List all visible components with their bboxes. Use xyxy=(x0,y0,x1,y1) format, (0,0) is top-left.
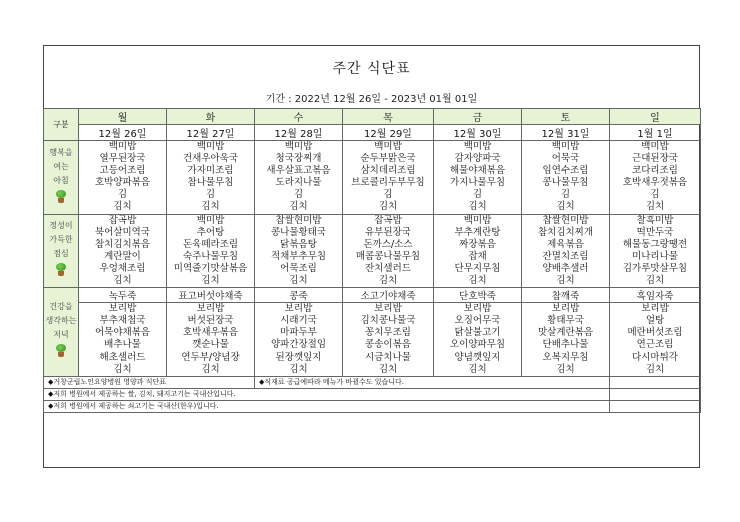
day-date: 12월 31일 xyxy=(522,125,610,141)
menu-item: 어묵국 xyxy=(551,153,580,165)
date-range: 기간 : 2022년 12월 26일 - 2023년 01월 01일 xyxy=(265,94,478,105)
lunch-cell xyxy=(434,214,522,288)
day-name: 월 xyxy=(79,109,167,125)
menu-item: 브로콜리두부무침 xyxy=(351,177,425,189)
menu-item: 매콤콩나물무침 xyxy=(355,250,421,262)
empty-cell xyxy=(610,388,701,400)
menu-item: 보리밥 xyxy=(284,303,313,315)
menu-item: 연두부/양념장 xyxy=(181,351,240,363)
menu-item: 백미밥 xyxy=(196,141,225,152)
menu-item: 김치 xyxy=(201,363,220,375)
label-line: 점심 xyxy=(53,249,69,259)
menu-item: 계란말이 xyxy=(104,250,141,262)
menu-item: 김치 xyxy=(289,201,308,213)
menu-item: 적채부추무침 xyxy=(270,250,327,262)
menu-item: 찹쌀현미밥 xyxy=(275,214,322,226)
menu-item: 콩나물무침 xyxy=(542,177,589,189)
menu-item: 김 xyxy=(117,189,128,201)
day-date: 12월 29일 xyxy=(343,125,434,141)
menu-item: 새우살표고볶음 xyxy=(266,165,331,177)
menu-item: 김 xyxy=(560,189,571,201)
menu-item: 잡채 xyxy=(468,250,487,262)
menu-item: 닭살불고기 xyxy=(454,327,501,339)
menu-item: 양념깻잎지 xyxy=(454,351,501,363)
menu-item: 떡만두국 xyxy=(636,226,674,238)
menu-item: 북어살미역국 xyxy=(94,226,151,238)
lunch-cell xyxy=(610,214,701,288)
porridge-cell: 콩죽 xyxy=(255,288,343,303)
menu-item: 돈육떼라조림 xyxy=(182,238,239,250)
menu-item: 김치 xyxy=(645,201,665,213)
menu-item: 김치 xyxy=(556,275,575,287)
menu-item: 얼탕 xyxy=(645,315,665,327)
day-date: 1월 1일 xyxy=(610,125,701,141)
menu-item: 김치 xyxy=(289,363,308,375)
porridge-cell: 참깨죽 xyxy=(522,288,610,303)
menu-item: 김치 xyxy=(113,363,132,375)
breakfast-cell xyxy=(343,141,434,215)
menu-item: 배추나물 xyxy=(104,339,141,351)
menu-item: 고등어조림 xyxy=(99,165,146,177)
menu-item: 김치 xyxy=(556,201,575,213)
label-line: 아침 xyxy=(53,175,69,185)
menu-item: 해초샐러드 xyxy=(99,351,146,363)
menu-item: 황태무국 xyxy=(547,315,584,327)
dinner-row xyxy=(44,303,701,377)
day-name: 목 xyxy=(343,109,434,125)
menu-item: 김치 xyxy=(113,275,132,287)
menu-item: 양파간장절임 xyxy=(270,339,327,351)
menu-item: 김치콩나물국 xyxy=(360,315,416,327)
menu-item: 연근조림 xyxy=(636,339,674,351)
menu-item: 단무지무침 xyxy=(454,262,501,274)
menu-item: 청국장찌개 xyxy=(275,153,322,165)
menu-item: 백미밥 xyxy=(108,141,137,152)
menu-item: 콩나물황태국 xyxy=(270,226,327,238)
menu-item: 짜장볶음 xyxy=(459,238,496,250)
menu-item: 잡곡밥 xyxy=(108,214,137,226)
day-name: 일 xyxy=(610,109,701,125)
day-date: 12월 28일 xyxy=(255,125,343,141)
menu-item: 김가루맛살무침 xyxy=(622,262,688,274)
menu-item: 백미밥 xyxy=(641,141,669,152)
menu-item: 숙주나물무침 xyxy=(182,250,239,262)
footnote-row xyxy=(44,376,701,388)
menu-item: 김치 xyxy=(113,201,132,213)
menu-item: 우엉채조림 xyxy=(99,262,146,274)
menu-item: 꽁치무조림 xyxy=(365,327,411,339)
menu-item: 잔치샐러드 xyxy=(365,262,411,274)
menu-item: 백미밥 xyxy=(374,141,402,152)
footnote: ◆저희 병원에서 제공하는 쌀, 김치, 돼지고기는 국내산입니다. xyxy=(44,388,610,400)
breakfast-cell xyxy=(610,141,701,215)
menu-item: 호박새우젓볶음 xyxy=(622,177,688,189)
menu-item: 제육볶음 xyxy=(547,238,584,250)
day-header-row xyxy=(44,109,701,125)
footnote-row xyxy=(44,400,701,412)
menu-item: 보리밥 xyxy=(108,303,137,315)
menu-item: 참나물무침 xyxy=(187,177,234,189)
menu-item: 단배추나물 xyxy=(542,339,589,351)
menu-item: 보리밥 xyxy=(374,303,402,315)
potted-plant-icon xyxy=(55,263,67,277)
menu-item: 김 xyxy=(472,189,483,201)
day-name: 토 xyxy=(522,109,610,125)
menu-item: 메란버섯조림 xyxy=(627,327,683,339)
menu-item: 김치 xyxy=(201,275,220,287)
menu-item: 오징어무국 xyxy=(454,315,501,327)
dinner-cell xyxy=(79,303,167,377)
menu-item: 삼치데리조림 xyxy=(360,165,416,177)
menu-item: 보리밥 xyxy=(196,303,225,315)
menu-item: 미역줄기맛살볶음 xyxy=(173,262,248,274)
weekly-menu-table xyxy=(43,108,701,413)
label-line: 정성이 xyxy=(49,221,73,231)
menu-item: 김치 xyxy=(645,363,665,375)
menu-item: 김 xyxy=(205,189,216,201)
menu-item: 어묵야채볶음 xyxy=(94,327,151,339)
page-title: 주간 식단표 xyxy=(332,61,411,77)
potted-plant-icon xyxy=(55,344,67,358)
menu-item: 임연수조림 xyxy=(542,165,589,177)
menu-item: 잔멸치조림 xyxy=(542,250,589,262)
menu-item: 김치 xyxy=(468,275,487,287)
lunch-cell xyxy=(343,214,434,288)
menu-item: 참치김치찌개 xyxy=(537,226,594,238)
footnote: ◆저희 병원에서 제공하는 쇠고기는 국내산(한우)입니다. xyxy=(44,400,610,412)
lunch-cell xyxy=(167,214,255,288)
day-date: 12월 26일 xyxy=(79,125,167,141)
menu-item: 김 xyxy=(650,189,660,201)
lunch-cell xyxy=(255,214,343,288)
breakfast-row xyxy=(44,141,701,215)
lunch-cell xyxy=(79,214,167,288)
label-line: 행복을 xyxy=(49,147,73,157)
menu-item: 가자미조림 xyxy=(187,165,234,177)
menu-item: 순두부맑은국 xyxy=(360,153,416,165)
menu-item: 부추재첩국 xyxy=(99,315,146,327)
porridge-cell: 소고기야채죽 xyxy=(343,288,434,303)
category-header: 구분 xyxy=(44,109,79,141)
menu-sheet xyxy=(43,45,700,468)
menu-item: 김 xyxy=(383,189,393,201)
label-line: 저녁 xyxy=(53,330,69,340)
menu-item: 버섯된장국 xyxy=(187,315,234,327)
lunch-row xyxy=(44,214,701,288)
menu-item: 유부된장국 xyxy=(365,226,411,238)
menu-item: 백미밥 xyxy=(463,141,492,152)
menu-item: 맛살계란볶음 xyxy=(537,327,594,339)
menu-item: 김치 xyxy=(378,363,398,375)
menu-item: 추어탕 xyxy=(196,226,225,238)
day-name: 수 xyxy=(255,109,343,125)
breakfast-cell xyxy=(167,141,255,215)
menu-item: 시래기국 xyxy=(280,315,317,327)
menu-item: 보리밥 xyxy=(551,303,580,315)
menu-item: 김치 xyxy=(378,275,398,287)
menu-item: 시금치나물 xyxy=(365,351,411,363)
label-line: 건강을 xyxy=(49,302,73,312)
menu-item: 김치 xyxy=(289,275,308,287)
menu-item: 백미밥 xyxy=(196,214,225,226)
footnote: ◆거창군립노인요양병원 영양과 식단표 xyxy=(44,376,255,388)
porridge-cell: 흑임자죽 xyxy=(610,288,701,303)
menu-item: 호박양파볶음 xyxy=(94,177,151,189)
menu-item: 코다리조림 xyxy=(632,165,678,177)
menu-item: 된장깻잎지 xyxy=(275,351,322,363)
dinner-cell xyxy=(610,303,701,377)
menu-item: 김치 xyxy=(468,363,487,375)
menu-item: 돈까스/소스 xyxy=(363,238,413,250)
day-name: 금 xyxy=(434,109,522,125)
menu-item: 가지나물무침 xyxy=(449,177,506,189)
lunch-cell xyxy=(522,214,610,288)
footnote-row xyxy=(44,388,701,400)
menu-item: 도라지나물 xyxy=(275,177,322,189)
menu-item: 콩송이볶음 xyxy=(365,339,411,351)
menu-item: 닭볶음탕 xyxy=(280,238,317,250)
label-line: 생각하는 xyxy=(45,316,77,326)
porridge-cell: 단호박죽 xyxy=(434,288,522,303)
menu-item: 어묵조림 xyxy=(280,262,317,274)
dinner-cell xyxy=(434,303,522,377)
menu-item: 다시마튀각 xyxy=(632,351,678,363)
empty-cell xyxy=(610,400,701,412)
menu-item: 양배추샐러 xyxy=(542,262,589,274)
menu-item: 마파두부 xyxy=(280,327,317,339)
menu-item: 부추계란탕 xyxy=(454,226,501,238)
menu-item: 감자양파국 xyxy=(454,153,501,165)
footnote: ◆식재료 공급예따라 메뉴가 바뀔수도 있습니다. xyxy=(255,376,610,388)
lunch-label xyxy=(44,214,79,288)
menu-item: 백미밥 xyxy=(551,141,580,152)
breakfast-label xyxy=(44,141,79,215)
breakfast-cell xyxy=(434,141,522,215)
dinner-cell xyxy=(255,303,343,377)
menu-item: 보리밥 xyxy=(463,303,492,315)
porridge-cell: 녹두죽 xyxy=(79,288,167,303)
menu-item: 오복지무침 xyxy=(542,351,589,363)
menu-item: 김치 xyxy=(201,201,220,213)
breakfast-cell xyxy=(522,141,610,215)
menu-item: 호박새우볶음 xyxy=(182,327,239,339)
menu-item: 김 xyxy=(293,189,304,201)
menu-item: 김치 xyxy=(468,201,487,213)
menu-item: 백미밥 xyxy=(463,214,492,226)
menu-item: 찰흑미밥 xyxy=(636,214,674,226)
menu-item: 깻순나물 xyxy=(192,339,229,351)
day-date: 12월 30일 xyxy=(434,125,522,141)
menu-item: 해물동그랑땡전 xyxy=(622,238,688,250)
menu-item: 열무된장국 xyxy=(99,153,146,165)
dinner-cell xyxy=(167,303,255,377)
menu-item: 찹쌀현미밥 xyxy=(542,214,589,226)
menu-item: 근대된장국 xyxy=(632,153,678,165)
day-date: 12월 27일 xyxy=(167,125,255,141)
menu-item: 잡곡밥 xyxy=(374,214,402,226)
menu-item: 백미밥 xyxy=(284,141,313,152)
potted-plant-icon xyxy=(55,190,67,204)
day-name: 화 xyxy=(167,109,255,125)
menu-item: 김치 xyxy=(645,275,665,287)
porridge-row xyxy=(44,288,701,303)
dinner-cell xyxy=(522,303,610,377)
menu-item: 건새우아욱국 xyxy=(182,153,239,165)
menu-item: 보리밥 xyxy=(641,303,669,315)
menu-item: 오이양파무침 xyxy=(449,339,506,351)
label-line: 여는 xyxy=(53,161,69,171)
breakfast-cell xyxy=(79,141,167,215)
menu-item: 김치 xyxy=(378,201,398,213)
empty-cell xyxy=(610,376,701,388)
menu-item: 김치 xyxy=(556,363,575,375)
dinner-cell xyxy=(343,303,434,377)
menu-item: 해물야채볶음 xyxy=(449,165,506,177)
breakfast-cell xyxy=(255,141,343,215)
porridge-cell: 표고버섯야채죽 xyxy=(167,288,255,303)
dinner-label xyxy=(44,288,79,377)
label-line: 가득한 xyxy=(49,235,73,245)
date-row xyxy=(44,125,701,141)
menu-item: 참치김치볶음 xyxy=(94,238,151,250)
menu-item: 미나리나물 xyxy=(632,250,678,262)
